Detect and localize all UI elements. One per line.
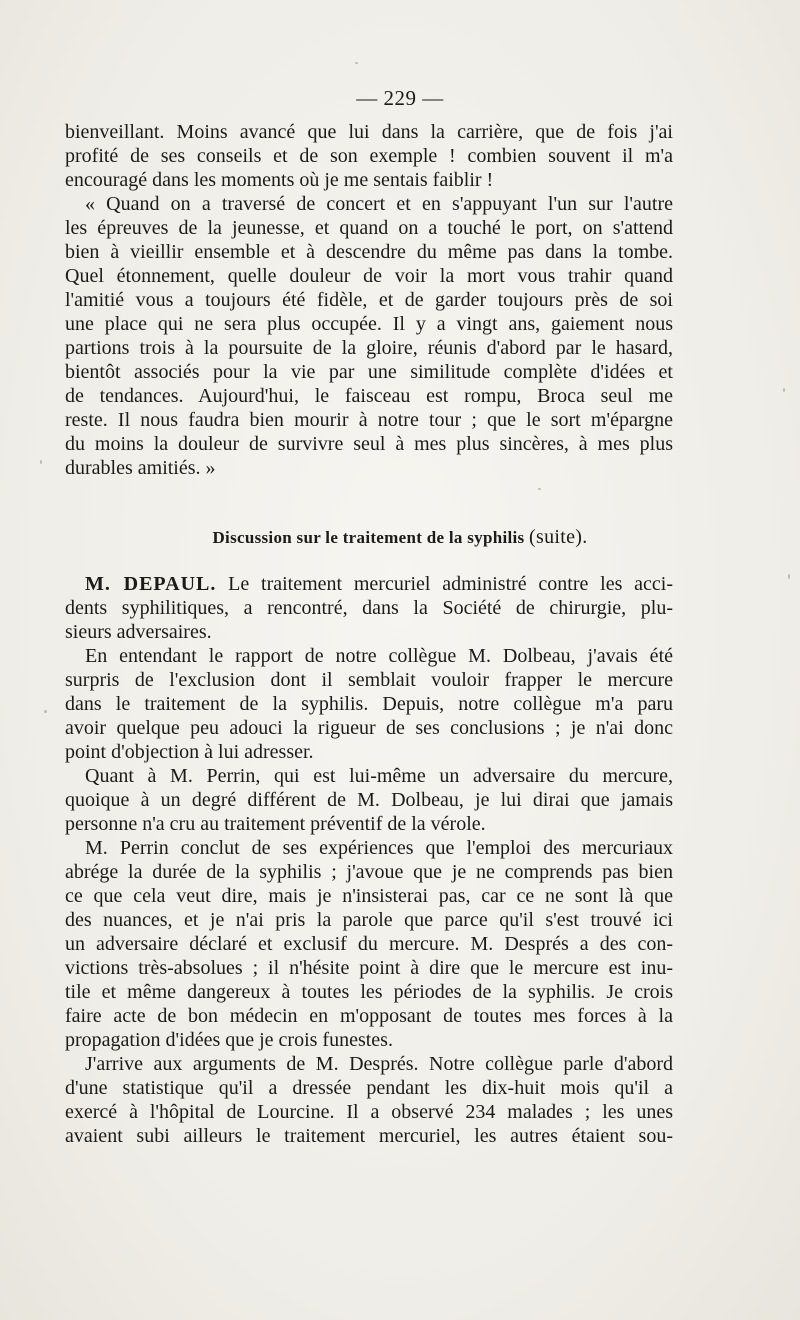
text-line: En entendant le rapport de notre collègue M. Dolbeau, j'avais été [85,645,673,667]
text-line: Quant à M. Perrin, qui est lui-même un adversaire du mercure, [85,765,673,787]
text-line: partions trois à la poursuite de la gloire, réunis d'abord par le hasard, [65,337,673,359]
text-line: encouragé dans les moments où je me sentais faiblir ! [65,169,494,191]
text-line: une place qui ne sera plus occupée. Il y a vingt ans, gaiement nous [65,313,673,335]
speaker-line [65,572,673,596]
text-line: surpris de l'exclusion dont il semblait vouloir frapper le mercure [65,669,673,691]
text-line: l'amitié vous a toujours été fidèle, et de garder toujours près de soi [65,289,673,311]
text-line: tile et même dangereux à toutes les périodes de la syphilis. Je crois [65,981,673,1003]
text-line: durables amitiés. » [65,457,216,479]
text-line: quoique à un degré différent de M. Dolbeau, je lui dirai que jamais [65,789,673,811]
section-heading-title: Discussion sur le traitement de la syphilis [212,528,525,547]
section-heading [0,526,800,549]
text-line: profité de ses conseils et de son exemple ! combien souvent il m'a [65,145,673,167]
text-line: abrége la durée de la syphilis ; j'avoue que je ne comprends pas bien [65,861,673,883]
text-line: ce que cela veut dire, mais je n'insisterai pas, car ce ne sont là que [65,885,673,907]
text-line: point d'objection à lui adresser. [65,741,314,763]
paper-speck [40,460,42,464]
text-line: reste. Il nous faudra bien mourir à notre tour ; que le sort m'épargne [65,409,673,431]
text-line: bien à vieillir ensemble et à descendre du même pas dans la tombe. [65,241,673,263]
text-line: des nuances, et je n'ai pris la parole que parce qu'il s'est trouvé ici [65,909,673,931]
text-line: bienveillant. Moins avancé que lui dans la carrière, que de fois j'ai [65,121,673,143]
text-line: « Quand on a traversé de concert et en s'appuyant l'un sur l'autre [85,193,673,215]
text-line: de tendances. Aujourd'hui, le faisceau est rompu, Broca seul me [65,385,673,407]
text-line: J'arrive aux arguments de M. Després. Notre collègue parle d'abord [85,1053,673,1075]
text-line: exercé à l'hôpital de Lourcine. Il a observé 234 malades ; les unes [65,1101,673,1123]
text-line: dents syphilitiques, a rencontré, dans la Société de chirurgie, plu- [65,597,673,619]
paragraph-block-discussion [65,572,673,1148]
text-line: d'une statistique qu'il a dressée pendant les dix-huit mois qu'il a [65,1077,673,1099]
paragraph-block-eulogy [65,120,673,480]
paper-speck [783,388,785,392]
text-line: avoir quelque peu adouci la rigueur de ses conclusions ; je n'ai donc [65,717,673,739]
paper-speck [538,488,541,490]
text-line: personne n'a cru au traitement préventif de la vérole. [65,813,486,835]
text-line: Quel étonnement, quelle douleur de voir la mort vous trahir quand [65,265,673,287]
section-heading-suffix: (suite). [529,526,588,548]
paper-speck [788,574,790,579]
paper-speck [44,710,47,713]
paper-speck [355,62,358,64]
page-number: — 229 — [356,86,444,110]
text-line: un adversaire déclaré et exclusif du mercure. M. Després a des con- [65,933,673,955]
speaker-line-text: Le traitement mercuriel administré contre les acci- [228,573,673,595]
text-line: avaient subi ailleurs le traitement mercuriel, les autres étaient sou- [65,1125,673,1147]
speaker-name: M. DEPAUL. [85,573,217,595]
text-line: victions très-absolues ; il n'hésite point à dire que le mercure est inu- [65,957,673,979]
text-line: M. Perrin conclut de ses expériences que l'emploi des mercuriaux [85,837,673,859]
text-line: propagation d'idées que je crois funestes. [65,1029,393,1051]
text-line: faire acte de bon médecin en m'opposant de toutes mes forces à la [65,1005,673,1027]
text-line: sieurs adversaires. [65,621,212,643]
text-line: du moins la douleur de survivre seul à mes plus sincères, à mes plus [65,433,673,455]
text-line: dans le traitement de la syphilis. Depuis, notre collègue m'a paru [65,693,673,715]
text-line: les épreuves de la jeunesse, et quand on a touché le port, on s'attend [65,217,673,239]
text-line: bientôt associés pour la vie par une similitude complète d'idées et [65,361,673,383]
